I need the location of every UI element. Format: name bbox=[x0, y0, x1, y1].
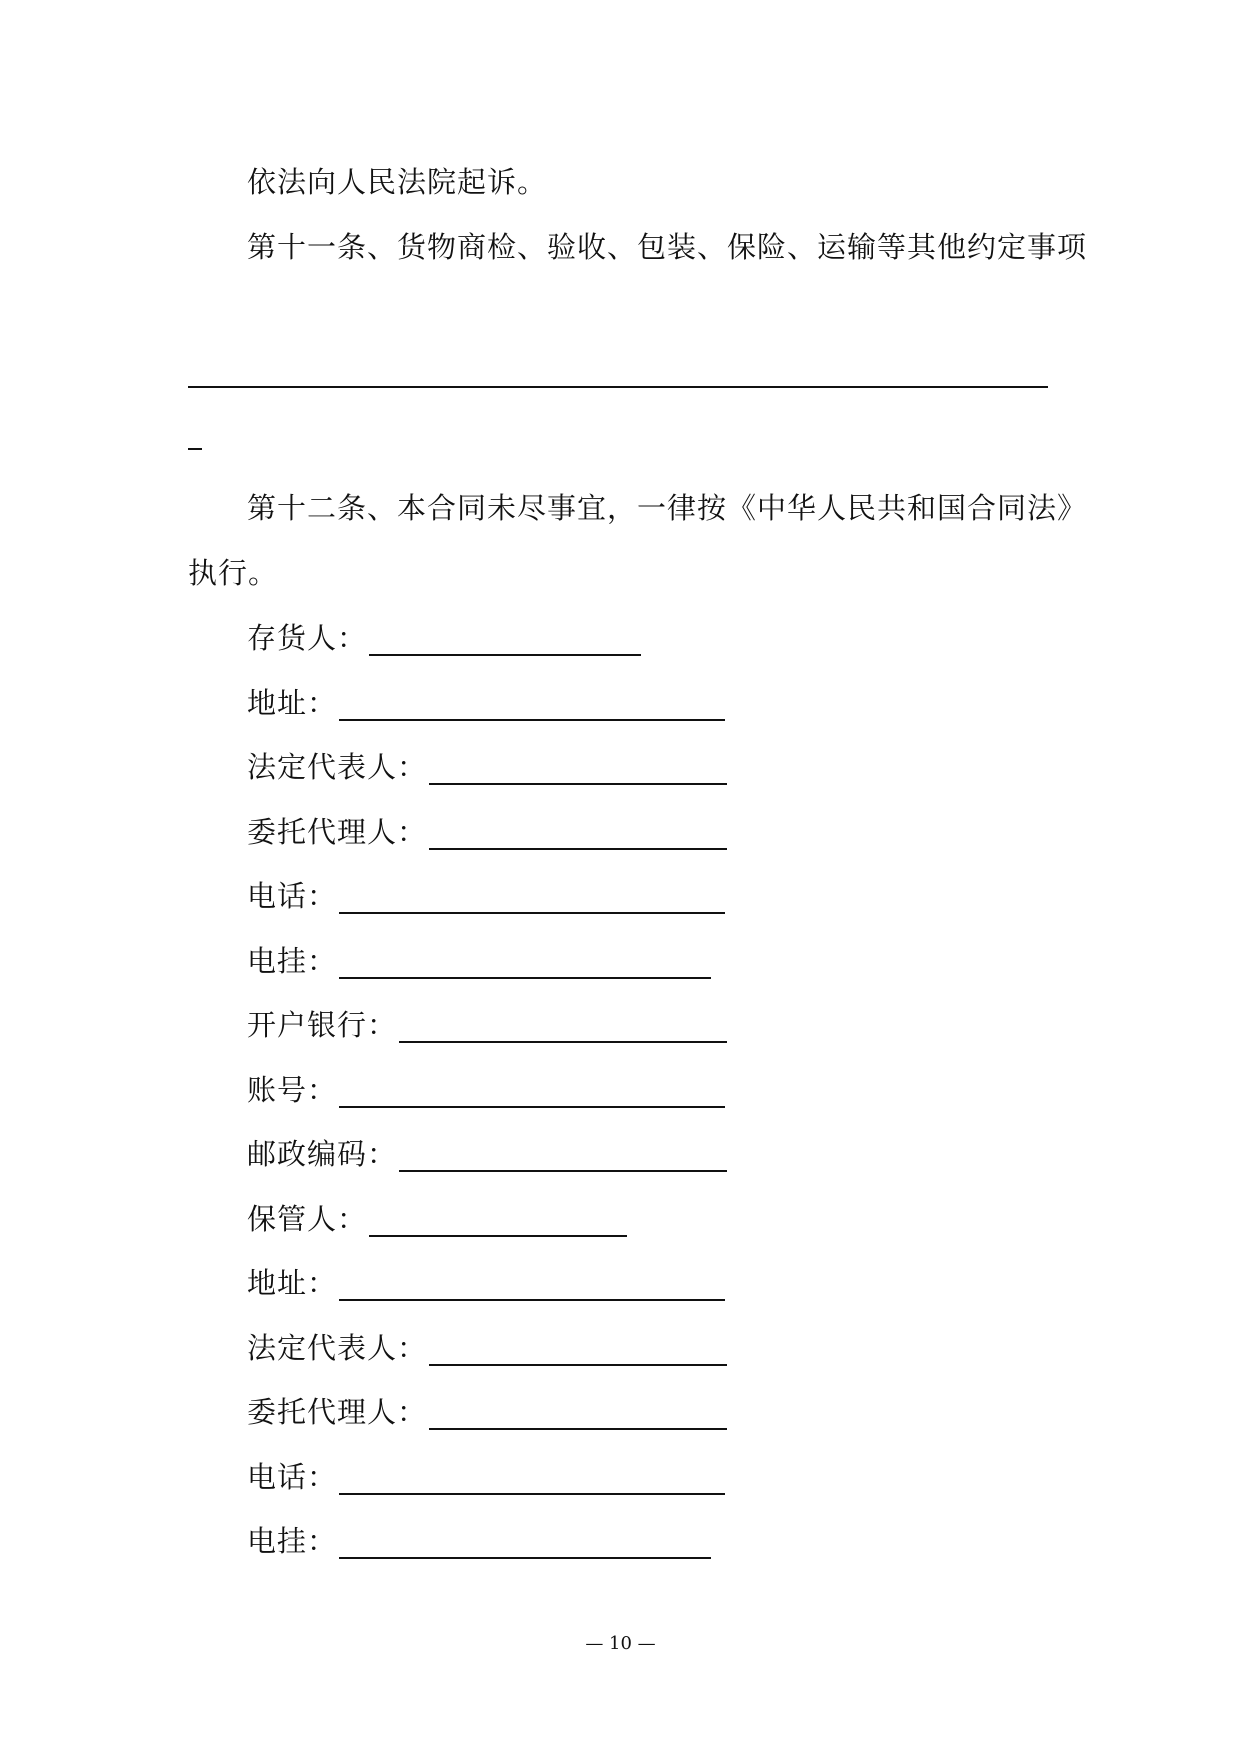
blank-line bbox=[339, 689, 725, 721]
field-label: 法定代表人： bbox=[247, 1331, 428, 1365]
blank-line bbox=[399, 1140, 727, 1172]
depositor-phone-field bbox=[247, 878, 725, 914]
article-12-line2: 执行。 bbox=[188, 556, 279, 590]
field-label: 保管人： bbox=[247, 1202, 368, 1236]
field-label: 邮政编码： bbox=[247, 1137, 398, 1171]
blank-line bbox=[369, 624, 641, 656]
field-label: 电挂： bbox=[247, 944, 338, 978]
article-12-line1: 第十二条、本合同未尽事宜，一律按《中华人民共和国合同法》 bbox=[247, 491, 1088, 525]
blank-line bbox=[339, 947, 711, 979]
depositor-bank-field bbox=[247, 1007, 727, 1043]
fill-in-line bbox=[188, 386, 1048, 388]
blank-line bbox=[429, 753, 727, 785]
field-label: 委托代理人： bbox=[247, 1395, 428, 1429]
depositor-address-field bbox=[247, 685, 725, 721]
custodian-telegraph-field bbox=[247, 1523, 711, 1559]
field-label: 开户银行： bbox=[247, 1008, 398, 1042]
custodian-legal-rep-field bbox=[247, 1330, 727, 1366]
blank-line bbox=[339, 1527, 711, 1559]
blank-line bbox=[339, 882, 725, 914]
page-number: — 10 — bbox=[585, 1633, 656, 1654]
blank-line bbox=[369, 1205, 627, 1237]
blank-line bbox=[339, 1463, 725, 1495]
article-11: 第十一条、货物商检、验收、包装、保险、运输等其他约定事项 bbox=[247, 230, 1088, 264]
fill-in-line-continuation bbox=[188, 448, 202, 450]
depositor-account-field bbox=[247, 1072, 725, 1108]
custodian-address-field bbox=[247, 1265, 725, 1301]
custodian-agent-field bbox=[247, 1394, 727, 1430]
blank-line bbox=[429, 1334, 727, 1366]
field-label: 账号： bbox=[247, 1073, 338, 1107]
field-label: 电话： bbox=[247, 1460, 338, 1494]
field-label: 存货人： bbox=[247, 621, 368, 655]
field-label: 委托代理人： bbox=[247, 815, 428, 849]
depositor-name-field bbox=[247, 620, 641, 656]
depositor-telegraph-field bbox=[247, 943, 711, 979]
field-label: 地址： bbox=[247, 1266, 338, 1300]
blank-line bbox=[339, 1076, 725, 1108]
custodian-name-field bbox=[247, 1201, 627, 1237]
custodian-phone-field bbox=[247, 1459, 725, 1495]
blank-line bbox=[429, 1398, 727, 1430]
field-label: 法定代表人： bbox=[247, 750, 428, 784]
field-label: 地址： bbox=[247, 686, 338, 720]
depositor-postcode-field bbox=[247, 1136, 727, 1172]
field-label: 电话： bbox=[247, 879, 338, 913]
depositor-agent-field bbox=[247, 814, 727, 850]
blank-line bbox=[339, 1269, 725, 1301]
paragraph-lawsuit: 依法向人民法院起诉。 bbox=[247, 165, 548, 199]
blank-line bbox=[429, 818, 727, 850]
blank-line bbox=[399, 1011, 727, 1043]
field-label: 电挂： bbox=[247, 1524, 338, 1558]
depositor-legal-rep-field bbox=[247, 749, 727, 785]
